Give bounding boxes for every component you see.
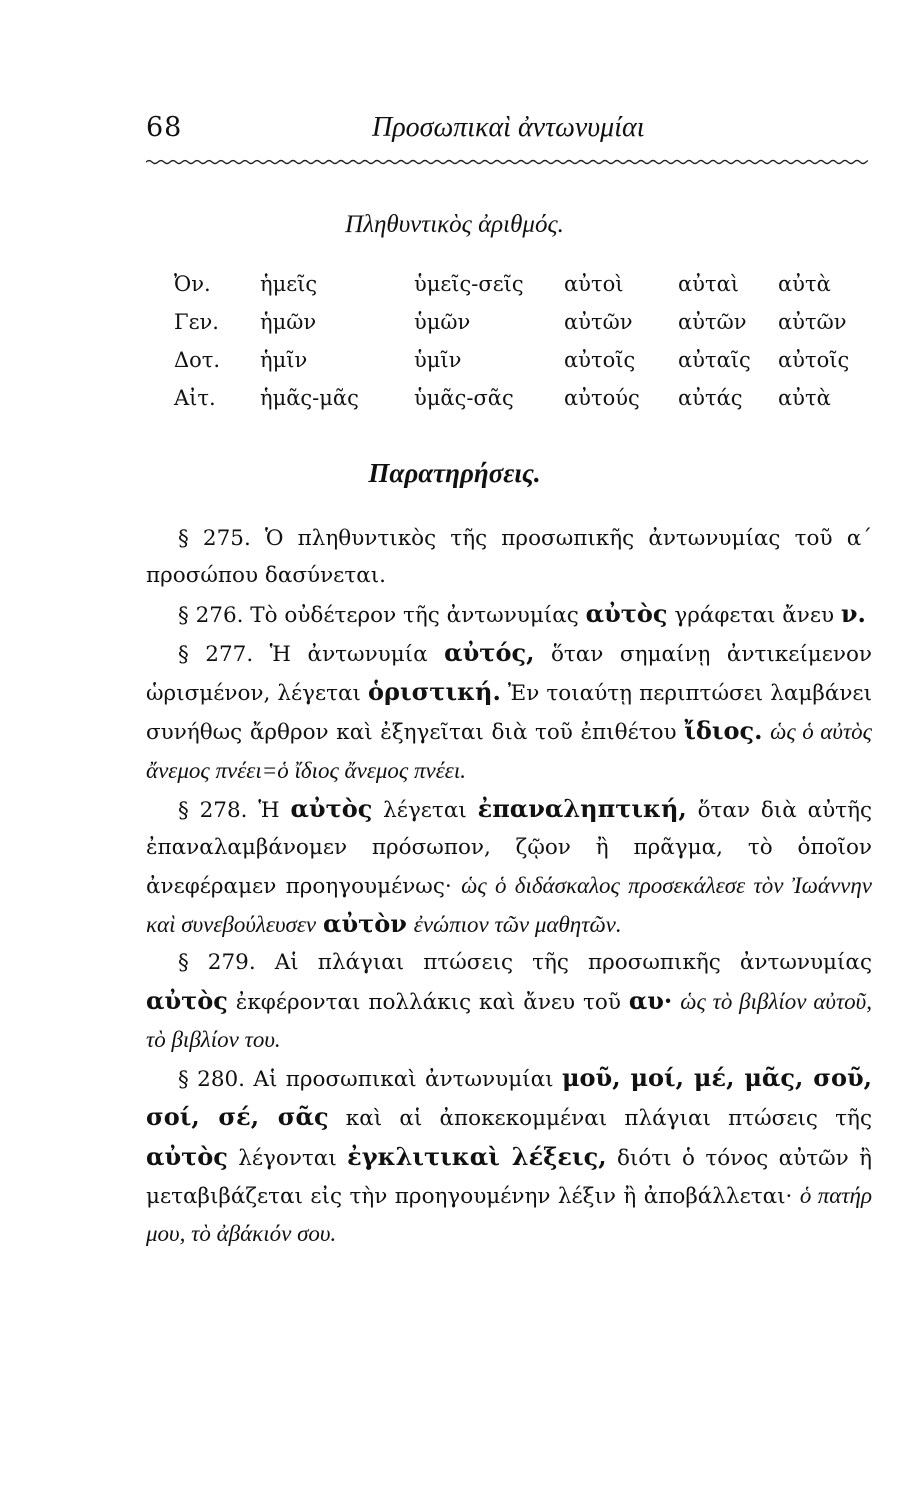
paradigm-row-accusative — [174, 386, 874, 424]
paradigm-row-genitive — [174, 310, 874, 348]
bold-term: αὐτὸς — [146, 1141, 228, 1171]
example-italic: ὡς τὸ βιβλίον αὐτοῦ, τὸ βιβλίον του. — [146, 988, 872, 1052]
form-third-neuter: αὐτὰ — [778, 272, 831, 296]
form-second-person: ὑμᾶς-σᾶς — [414, 386, 514, 410]
bold-term: ἐγκλιτικαὶ λέξεις, — [347, 1141, 607, 1171]
paragraph-278 — [146, 790, 872, 944]
form-first-person: ἡμῖν — [260, 348, 308, 372]
form-third-masculine: αὐτοὶ — [564, 272, 624, 296]
paragraph-280 — [146, 1059, 872, 1253]
bold-term: αὐτὸς — [290, 794, 373, 824]
example-italic: ὡς ὁ διδάσκαλος προσεκάλεσε τὸν Ἰωάννην καὶ συνεβούλευσεν — [146, 872, 872, 937]
form-third-masculine: αὐτοῖς — [564, 348, 636, 372]
paradigm-row-dative — [174, 348, 874, 386]
page-number: 68 — [146, 112, 183, 143]
paragraph-text: § 276. Τὸ οὐδέτερον τῆς ἀντωνυμίας — [178, 602, 586, 628]
observations-body — [146, 520, 872, 1254]
bold-term: μοῦ, μοί, μέ, μᾶς, σοῦ, σοί, σέ, σᾶς — [146, 1063, 873, 1132]
case-label: Ὀν. — [174, 272, 211, 296]
form-second-person: ὑμῖν — [414, 348, 462, 372]
bold-term: αυ· — [628, 985, 673, 1015]
paragraph-279 — [146, 944, 872, 1059]
example-italic: ἐνώπιον τῶν μαθητῶν. — [413, 911, 622, 937]
paragraph-text: ὅταν σημαίνῃ ἀντικείμενον ὡρισμένον, λέγεται — [146, 641, 872, 707]
paragraph-text: § 280. Αἱ προσωπικαὶ ἀντωνυμίαι — [178, 1067, 562, 1093]
case-label: Γεν. — [174, 310, 219, 334]
paragraph-text: Ἐν τοιαύτῃ περιπτώσει λαμβάνει συνήθως ἄρθρον καὶ ἐξηγεῖται διὰ τοῦ ἐπιθέτου — [146, 681, 872, 746]
paragraph-text: § 278. Ἡ — [178, 798, 291, 824]
paragraph-text: διότι ὁ τόνος αὐτῶν ἢ μεταβιβάζεται εἰς τὴν προηγουμένην λέξιν ἢ ἀποβάλλεται· — [146, 1145, 872, 1210]
form-third-feminine: αὐταῖς — [678, 348, 751, 372]
paragraph-text — [407, 913, 414, 938]
running-title: Προσωπικαὶ ἀντωνυμίαι — [372, 112, 645, 143]
form-third-neuter: αὐτῶν — [778, 310, 847, 334]
form-third-feminine: αὐτῶν — [678, 310, 747, 334]
paragraph-text: γράφεται ἄνευ — [667, 602, 841, 628]
form-third-masculine: αὐτῶν — [564, 310, 633, 334]
form-first-person: ἡμῶν — [260, 310, 317, 334]
example-italic: ὁ πατήρ μου, τὸ ἀβάκιόν σου. — [146, 1183, 872, 1247]
form-third-masculine: αὐτούς — [564, 386, 640, 410]
paragraph-text — [316, 913, 323, 938]
paragraph-text: καὶ αἱ ἀποκεκομμέναι πλάγιαι πτώσεις τῆς — [328, 1106, 872, 1132]
bold-term: αὐτὸς — [585, 598, 668, 628]
bold-term: ἐπαναληπτική, — [477, 794, 687, 824]
paragraph-text: ἐκφέρονται πολλάκις καὶ ἄνευ τοῦ — [227, 989, 629, 1015]
paragraph-text: λέγονται — [227, 1145, 348, 1171]
form-third-feminine: αὐταὶ — [678, 272, 739, 296]
pronoun-paradigm-table — [174, 272, 874, 424]
paragraph-text: ὅταν διὰ αὐτῆς ἐπαναλαμβάνομεν πρόσωπον, ζῷον ἢ πρᾶγμα, τὸ ὁποῖον ἀνεφέραμεν προηγουμένως· — [146, 798, 872, 899]
paragraph-276 — [146, 595, 872, 634]
bold-term: ὁριστική. — [368, 677, 501, 707]
form-first-person: ἡμεῖς — [260, 272, 318, 296]
paragraph-text: § 277. Ἡ ἀντωνυμία — [178, 641, 445, 667]
form-third-feminine: αὐτάς — [678, 386, 743, 410]
paragraph-text: § 275. Ὁ πληθυντικὸς τῆς προσωπικῆς ἀντωνυμίας τοῦ α΄ προσώπου δασύνεται. — [146, 526, 872, 589]
bold-term: αὐτὸν — [322, 908, 407, 938]
form-third-neuter: αὐτοῖς — [778, 348, 850, 372]
ornamental-rule — [146, 158, 868, 166]
page-header — [146, 112, 846, 156]
paragraph-277 — [146, 634, 872, 790]
bold-term: αὐτὸς — [146, 985, 228, 1015]
bold-term: αὐτός, — [444, 637, 535, 667]
example-italic: ὡς ὁ αὐτὸς ἄνεμος πνέει=ὁ ἴδιος ἄνεμος πνέει. — [146, 719, 873, 783]
bold-term: ἴδιος. — [684, 716, 763, 746]
form-second-person: ὑμῶν — [414, 310, 471, 334]
paragraph-text: § 279. Αἱ πλάγιαι πτώσεις τῆς προσωπικῆς ἀντωνυμίας — [178, 950, 872, 976]
case-label: Αἰτ. — [174, 386, 216, 410]
bold-term: ν. — [840, 598, 866, 628]
paragraph-text: λέγεται — [372, 798, 478, 824]
paradigm-row-nominative — [174, 272, 874, 310]
paragraph-text — [762, 720, 770, 745]
observations-heading: Παρατηρήσεις. — [368, 458, 541, 488]
form-first-person: ἡμᾶς-μᾶς — [260, 386, 359, 410]
form-second-person: ὑμεῖς-σεῖς — [414, 272, 524, 296]
paragraph-275 — [146, 520, 872, 595]
plural-number-subtitle: Πληθυντικὸς ἀριθμός. — [345, 211, 564, 238]
case-label: Δοτ. — [174, 348, 221, 372]
form-third-neuter: αὐτὰ — [778, 386, 831, 410]
